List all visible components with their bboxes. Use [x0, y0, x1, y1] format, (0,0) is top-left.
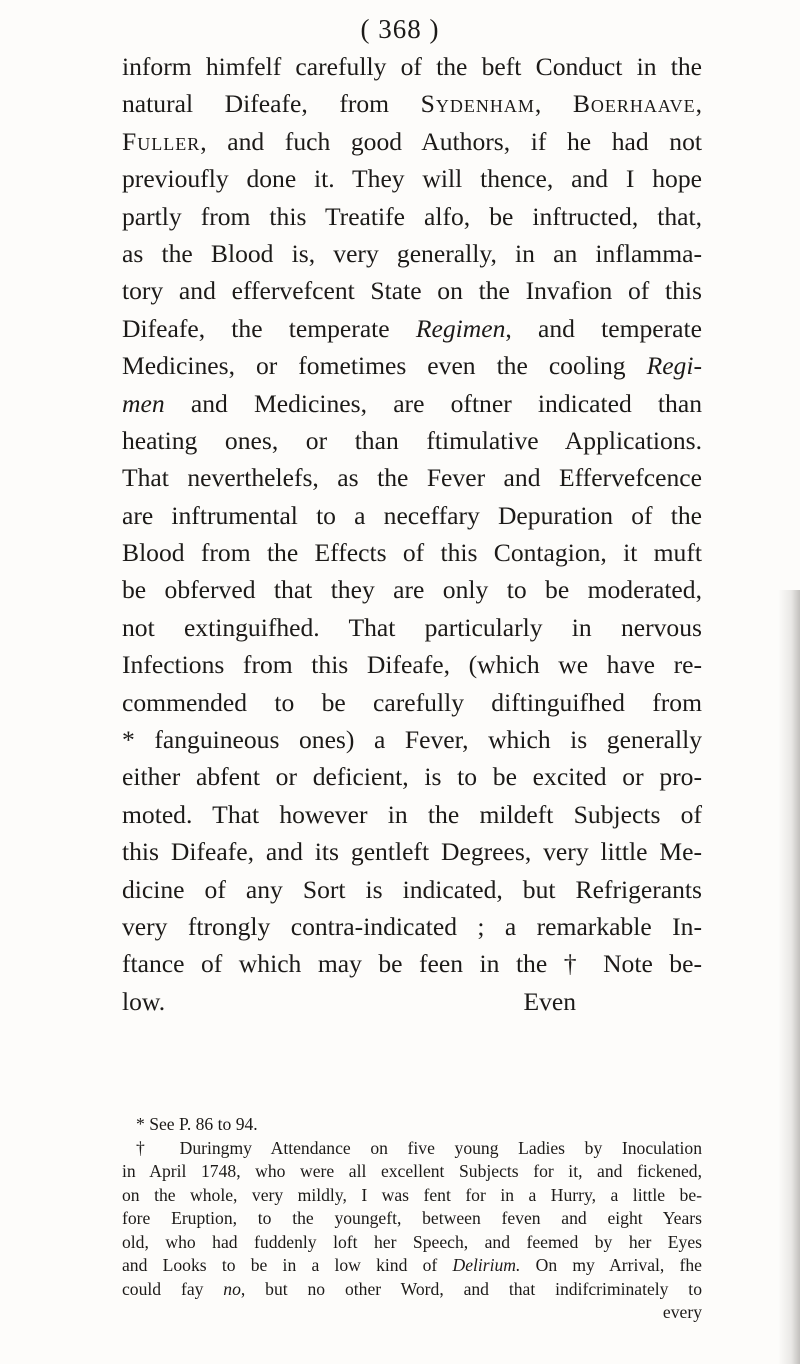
text-line-segment: are inftrumental to a neceffary Depuration of the [122, 500, 702, 530]
footnote-line-segment: Delirium. [452, 1255, 521, 1275]
text-line [122, 534, 702, 571]
text-line-segment: partly from this Treatife alfo, be inftructed, that, [122, 201, 702, 231]
text-line-segment: Difeafe, the temperate [122, 313, 416, 343]
text-line-segment: Medicines, or fometimes even the cooling [122, 351, 647, 381]
text-line-segment: ftance of which may be feen in the † Note be- [122, 949, 702, 979]
text-line [122, 908, 702, 945]
footnote-line-segment: fore Eruption, to the youngeft, between feven and eight Years [122, 1208, 702, 1228]
text-line-segment: heating ones, or than ftimulative Applications. [122, 425, 702, 455]
text-line [122, 796, 702, 833]
footnote-line [122, 1160, 702, 1184]
text-line-segment: moted. That however in the mildeft Subjects of [122, 799, 702, 829]
text-line [122, 310, 702, 347]
text-line [122, 497, 702, 534]
text-line-segment: low. Even [122, 986, 577, 1016]
page-edge-shadow [778, 590, 800, 1364]
text-line-segment: Fuller [122, 126, 201, 156]
text-line [122, 198, 702, 235]
text-line [122, 422, 702, 459]
main-text [122, 48, 702, 1020]
text-line-segment: dicine of any Sort is indicated, but Refrigerants [122, 874, 702, 904]
text-line-segment: Blood from the Effects of this Contagion, it muft [122, 538, 702, 568]
text-line [122, 160, 702, 197]
footnote-line [122, 1254, 702, 1278]
text-line-segment: natural Difeafe, from [122, 89, 421, 119]
text-line-segment: previoufly done it. They will thence, and I hope [122, 164, 702, 194]
footnote-line [122, 1113, 702, 1137]
text-line-segment: be obferved that they are only to be moderated, [122, 575, 702, 605]
text-line [122, 235, 702, 272]
text-line-segment: men [122, 388, 165, 418]
text-line [122, 833, 702, 870]
text-line [122, 347, 702, 384]
text-line-segment: commended to be carefully diftinguifhed from [122, 687, 702, 717]
text-line [122, 609, 702, 646]
text-line-segment: inform himfelf carefully of the beft Conduct in the [122, 52, 702, 81]
text-line-segment: either abfent or deficient, is to be excited or pro- [122, 762, 702, 792]
footnote-line [122, 1207, 702, 1231]
text-line [122, 871, 702, 908]
text-line [122, 646, 702, 683]
text-line-segment: tory and effervefcent State on the Invafion of this [122, 276, 702, 306]
text-line-segment: and Medicines, are oftner indicated than [164, 388, 702, 418]
footnote-line-segment: on the whole, very mildly, I was fent for in a Hurry, a little be- [122, 1184, 702, 1205]
text-line-segment: Regimen [415, 313, 506, 343]
text-line [122, 983, 702, 1020]
footnote-line-segment: * See P. 86 to 94. [136, 1114, 258, 1134]
footnote-line-segment: † Duringmy Attendance on five young Ladies by Inoculation [136, 1137, 702, 1158]
text-line-segment: this Difeafe, and its gentleft Degrees, very little Me- [122, 837, 702, 867]
footnotes [122, 1113, 702, 1325]
text-line-segment: , and fuch good Authors, if he had not [200, 126, 702, 156]
text-line-segment: as the Blood is, very generally, in an inflamma- [122, 238, 702, 268]
text-line [122, 721, 702, 758]
text-line-segment: , and temperate [505, 313, 703, 343]
text-line [122, 758, 702, 795]
text-line-segment: , [534, 89, 573, 119]
text-line-segment: Infections from this Difeafe, (which we have re- [122, 650, 702, 680]
text-line-segment: Regi- [646, 351, 702, 381]
footnote-line [122, 1278, 702, 1302]
footnote-line [122, 1184, 702, 1208]
page-number: ( 368 ) [360, 14, 440, 44]
footnote-line-segment: no [223, 1278, 241, 1299]
text-line-segment: Sydenham [420, 89, 535, 119]
text-line [122, 123, 702, 160]
text-line-segment: very ftrongly contra-indicated ; a remarkable In- [122, 911, 702, 941]
footnote-line-segment: On my Arrival, fhe [520, 1255, 702, 1275]
text-line [122, 459, 702, 496]
text-line [122, 684, 702, 721]
text-line [122, 272, 702, 309]
text-line [122, 85, 702, 122]
text-line [122, 385, 702, 422]
footnote-line-segment: old, who had fuddenly loft her Speech, and feemed by her Eyes [122, 1231, 702, 1252]
text-line-segment: * fanguineous ones) a Fever, which is generally [122, 725, 702, 755]
text-line-segment: , [695, 89, 702, 119]
footnote-line-segment: and Looks to be in a low kind of [122, 1255, 453, 1275]
text-line-segment: not extinguifhed. That particularly in nervous [122, 612, 702, 642]
text-line-segment: Boerhaave [572, 89, 696, 119]
footnote-line-segment: could fay [122, 1278, 224, 1299]
footnote-line [122, 1137, 702, 1161]
footnote-line-segment: , but no other Word, and that indifcriminately to [240, 1278, 702, 1299]
text-line [122, 945, 702, 982]
text-line [122, 48, 702, 85]
footnote-line-segment: in April 1748, who were all excellent Subjects for it, and fickened, [122, 1161, 702, 1181]
text-line-segment: That neverthelefs, as the Fever and Effervefcence [122, 463, 702, 493]
catchword: every [662, 1302, 702, 1322]
footnote-line [122, 1231, 702, 1255]
text-line [122, 571, 702, 608]
